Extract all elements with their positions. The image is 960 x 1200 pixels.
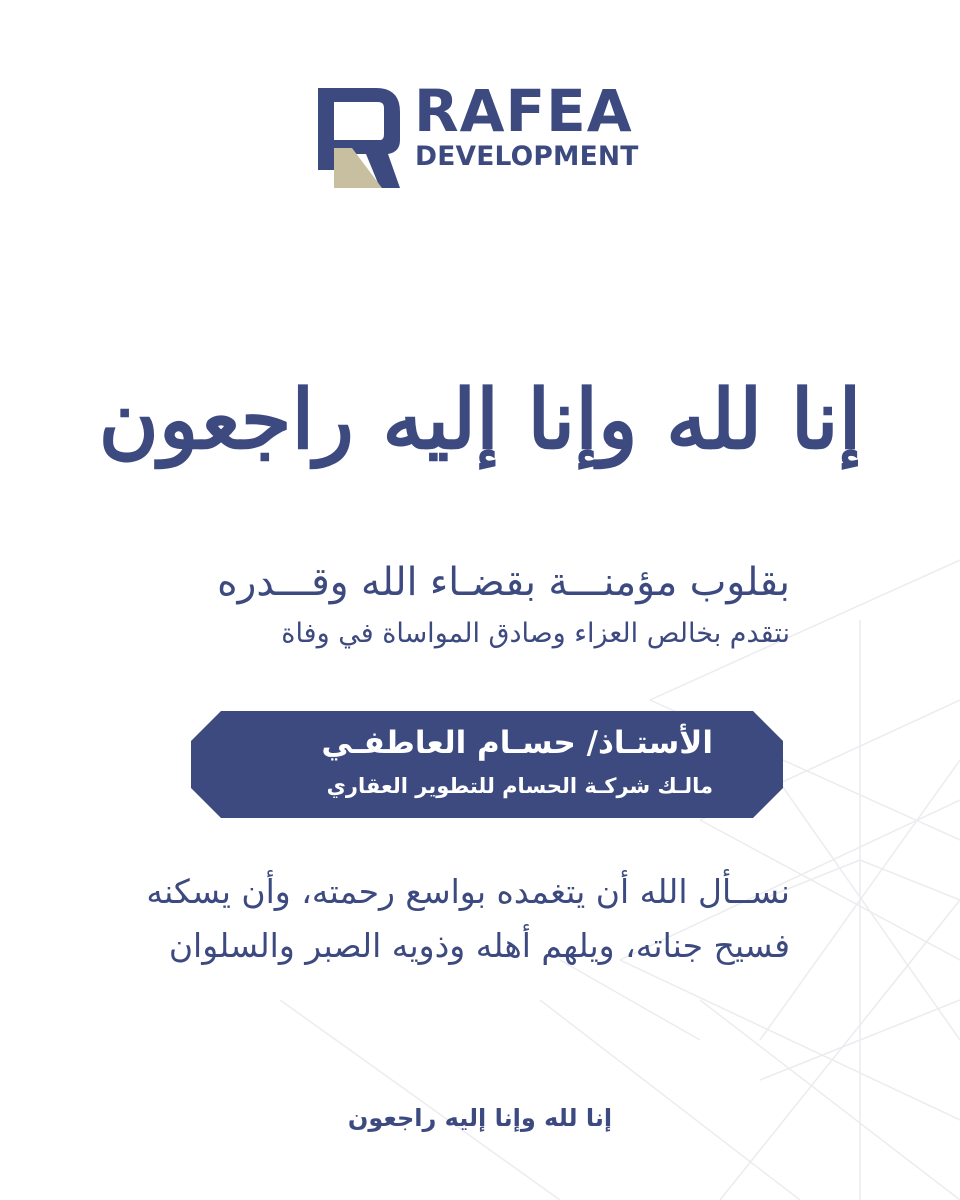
deceased-name-banner — [191, 711, 783, 818]
prayer-line-2: فسيح جناته، ويلهم أهله وذويه الصبر والسلوان — [168, 926, 790, 965]
intro-line-2: نتقدم بخالص العزاء وصادق المواساة في وفاة — [281, 618, 790, 649]
rafea-r-monogram-icon — [318, 88, 400, 188]
logo-subtitle: DEVELOPMENT — [415, 141, 639, 172]
footer-text: إنا لله وإنا إليه راجعون — [347, 1104, 613, 1132]
prayer-line-1: نســأل الله أن يتغمده بواسع رحمته، وأن يسكنه — [146, 872, 790, 911]
intro-line-1: بقلوب مؤمنـــة بقضـاء الله وقـــدره — [217, 560, 790, 605]
logo-wordmark: RAFEA — [414, 77, 633, 145]
company-logo — [318, 77, 648, 188]
calligraphy-heading — [98, 330, 862, 510]
calligraphy-text: إنا لله وإنا إليه راجعون — [98, 371, 862, 468]
deceased-title: مالـك شركـة الحسام للتطوير العقاري — [326, 774, 713, 798]
deceased-name: الأستـاذ/ حسـام العاطفـي — [321, 725, 713, 761]
